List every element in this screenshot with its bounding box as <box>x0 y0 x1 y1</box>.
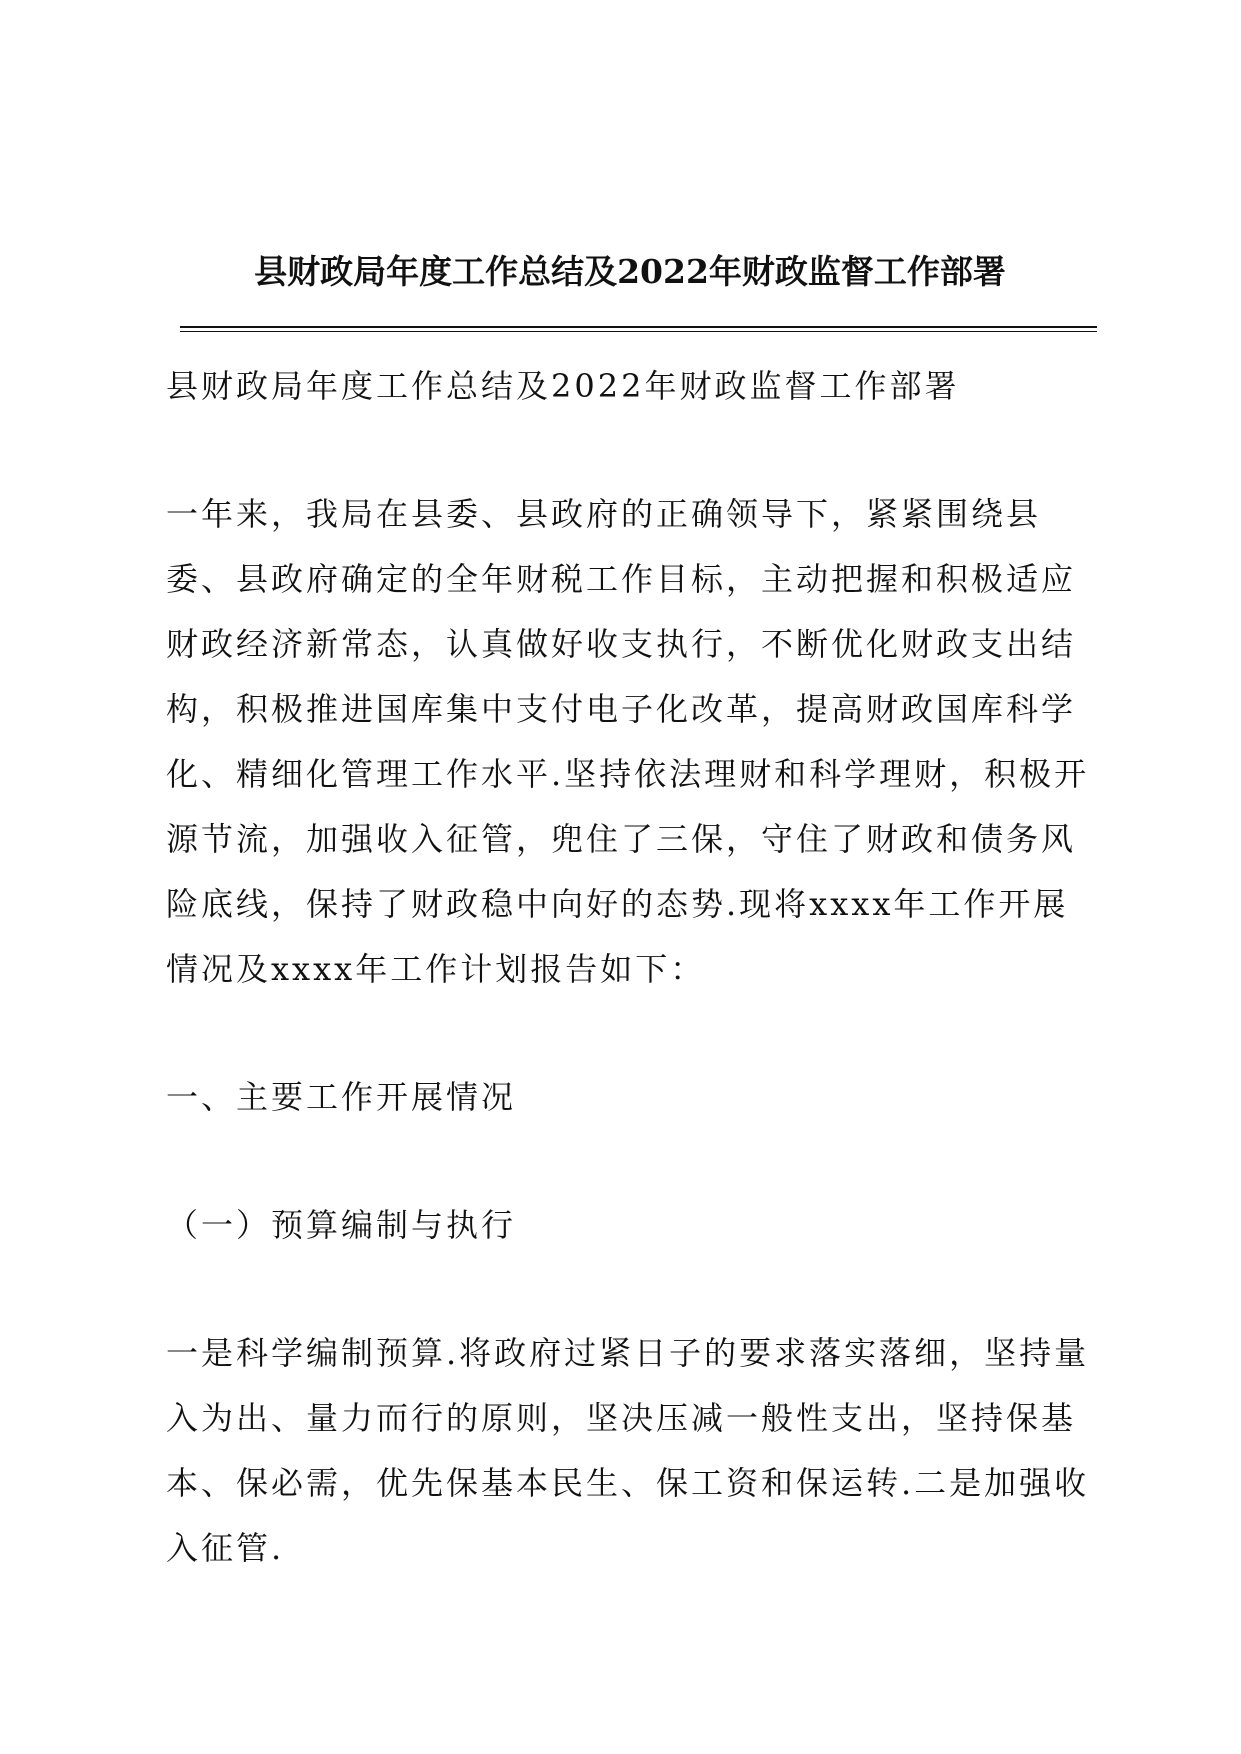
title-divider <box>180 326 1097 332</box>
paragraph-spacer <box>166 419 1096 482</box>
document-subtitle: 县财政局年度工作总结及2022年财政监督工作部署 <box>166 367 960 405</box>
paragraph-spacer <box>166 1130 1096 1193</box>
paragraph-spacer <box>166 1258 1096 1321</box>
paragraph-spacer <box>166 1002 1096 1065</box>
section-heading: 一、主要工作开展情况 <box>166 1078 517 1116</box>
subsection-paragraph: 一是科学编制预算.将政府过紧日子的要求落实落细，坚持量入为出、量力而行的原则，坚决压减一般性支出，坚持保基本、保必需，优先保基本民生、保工资和保运转.二是加强收入征管. <box>166 1334 1090 1567</box>
intro-paragraph: 一年来，我局在县委、县政府的正确领导下，紧紧围绕县委、县政府确定的全年财税工作目标，主动把握和积极适应财政经济新常态，认真做好收支执行，不断优化财政支出结构，积极推进国库集中支付电子化改革，提高财政国库科学化、精细化管理工作水平.坚持依法理财和科学理财，积极开源节流，加强收入征管，兜住了三保，守住了财政和债务风险底线，保持了财政稳中向好的态势.现将xxxx年工作开展情况及xxxx年工作计划报告如下： <box>166 495 1090 988</box>
subsection-heading: （一）预算编制与执行 <box>166 1206 517 1244</box>
document-title: 县财政局年度工作总结及2022年财政监督工作部署 <box>254 252 1006 291</box>
document-body <box>166 354 1096 1581</box>
